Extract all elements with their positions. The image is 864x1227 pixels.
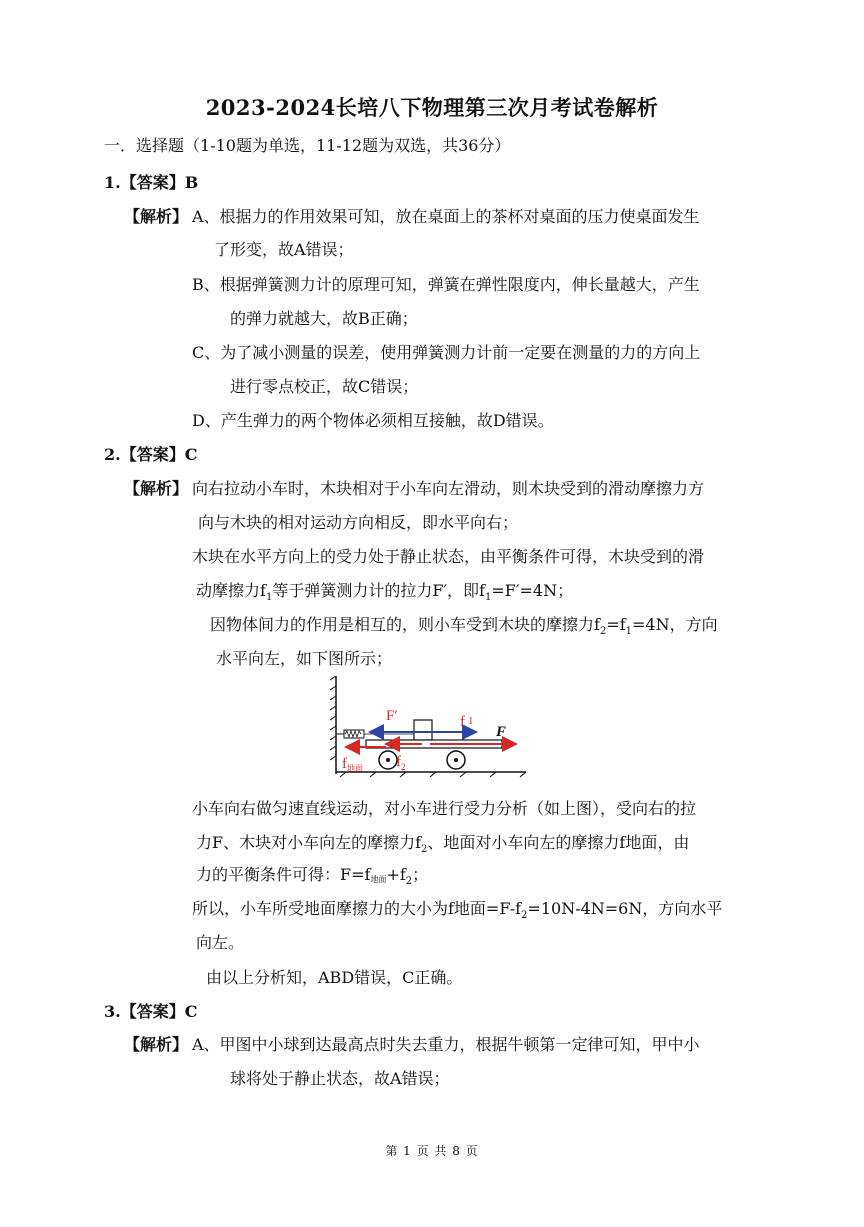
label-f-prime: F′	[386, 708, 398, 724]
q1-option-c-line1: C、为了减小测量的误差，使用弹簧测力计前一定要在测量的力的方向上	[192, 343, 701, 362]
q2-conclusion: 由以上分析知，ABD错误，C正确。	[206, 968, 463, 987]
q1-analysis-label: 【解析】	[124, 207, 189, 226]
cart-wheel-right	[447, 751, 465, 769]
force-diagram	[330, 676, 530, 778]
q2-para5-line1: 所以，小车所受地面摩擦力的大小为f地面$=F-f_2=10N-4N=6N$，方向水平	[192, 899, 723, 922]
q1-option-a-line1: A、根据力的作用效果可知，放在桌面上的茶杯对桌面的压力使桌面发生	[192, 207, 700, 226]
q1-option-b-line2: 的弹力就越大，故B正确；	[230, 309, 418, 328]
q2-para4-line2: 力F、木块对小车向左的摩擦力$f_2$、地面对小车向左的摩擦力f地面，由	[196, 833, 690, 856]
wooden-block	[414, 720, 432, 740]
ground	[336, 772, 526, 777]
label-big-f: F	[496, 724, 507, 740]
q1-option-b-line1: B、根据弹簧测力计的原理可知，弹簧在弹性限度内，伸长量越大，产生	[192, 275, 700, 294]
q1-option-a-line2: 了形变，故A错误；	[214, 240, 354, 259]
q2-para4-line1: 小车向右做匀速直线运动，对小车进行受力分析（如上图），受向右的拉	[192, 799, 697, 818]
q2-para4-line3: 力的平衡条件可得：F=f地面$+f_2$；	[196, 865, 429, 888]
wall	[330, 676, 336, 774]
label-f2: $f_2$	[396, 754, 406, 772]
q2-answer: 2.【答案】C	[104, 445, 198, 464]
q1-answer: 1.【答案】B	[104, 173, 199, 192]
page-title: 2023-2024长培八下物理第三次月考试卷解析	[205, 95, 659, 120]
q1-option-d: D、产生弹力的两个物体必须相互接触，故D错误。	[192, 411, 554, 430]
q3-analysis-label: 【解析】	[124, 1035, 189, 1054]
label-f1: f 1	[460, 714, 474, 730]
q1-option-c-line2: 进行零点校正，故C错误；	[230, 377, 419, 396]
q2-para1-line2: 向与木块的相对运动方向相反，即水平向右；	[198, 513, 519, 532]
q2-para3-line2: 水平向左，如下图所示；	[216, 649, 393, 668]
q2-para3-line1: 因物体间力的作用是相互的，则小车受到木块的摩擦力$f_2=f_1=4N$，方向	[210, 615, 718, 638]
q2-para2-line1: 木块在水平方向上的受力处于静止状态，由平衡条件可得，木块受到的滑	[192, 547, 705, 566]
q2-para1-line1: 向右拉动小车时，木块相对于小车向左滑动，则木块受到的滑动摩擦力方	[192, 479, 705, 498]
q2-para2-line2: 动摩擦力$f_1$等于弹簧测力计的拉力F′，即$f_1=F'=4N$；	[196, 581, 574, 604]
force-diagram-svg	[330, 676, 530, 778]
page-footer: 第 1 页 共 8 页	[385, 1144, 479, 1158]
q2-para5-line2: 向左。	[196, 933, 245, 952]
section-heading: 一．选择题（1-10题为单选，11-12题为双选，共36分）	[104, 136, 511, 155]
q2-analysis-label: 【解析】	[124, 479, 189, 498]
q3-option-a-line1: A、甲图中小球到达最高点时失去重力，根据牛顿第一定律可知，甲中小	[192, 1035, 700, 1054]
label-f-ground: $f_{地面}$	[342, 756, 363, 773]
q3-answer: 3.【答案】C	[104, 1002, 198, 1021]
cart-wheel-left	[379, 751, 397, 769]
q3-option-a-line2: 球将处于静止状态，故A错误；	[230, 1069, 450, 1088]
